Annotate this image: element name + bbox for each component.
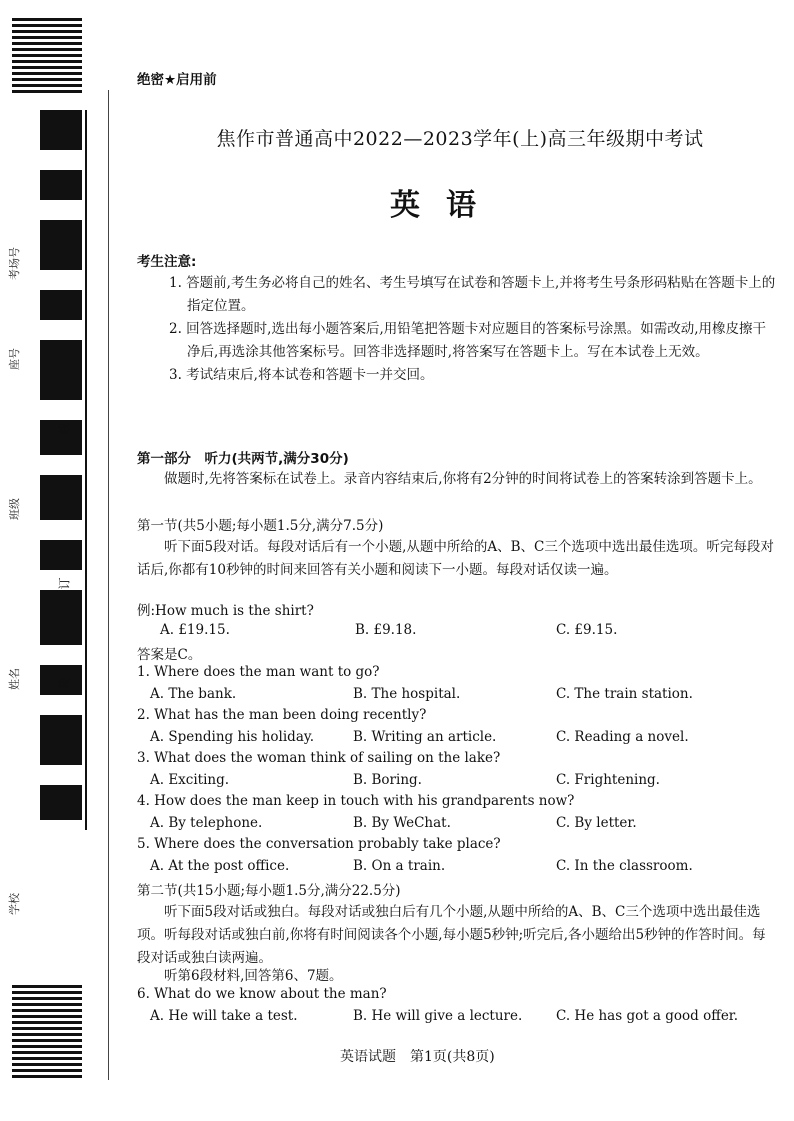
q4-option-a: A. By telephone.: [150, 815, 263, 831]
section2-material: 听第6段材料,回答第6、7题。: [164, 968, 343, 984]
q4-option-c: C. By letter.: [556, 815, 637, 831]
page-footer: 英语试题 第1页(共8页): [340, 1049, 495, 1065]
section1-instructions: 听下面5段对话。每段对话后有一个小题,从题中所给的A、B、C三个选项中选出最佳选项。听完每段对话后,你都有10秒钟的时间来回答有关小题和阅读下一小题。每段对话仅读一遍。: [137, 539, 774, 578]
example-option-c: C. £9.15.: [556, 622, 618, 638]
timing-marks: [40, 110, 82, 980]
q3-option-b: B. Boring.: [353, 772, 422, 788]
binding-line: [85, 110, 87, 830]
subject-title: 英语: [390, 188, 502, 223]
q2-option-a: A. Spending his holiday.: [150, 729, 314, 745]
field-school: 学校: [8, 893, 21, 915]
part1-heading: 第一部分 听力(共两节,满分30分): [137, 451, 349, 467]
binding-mark-bind: 装: [57, 677, 72, 690]
question-1: 1. Where does the man want to go?: [137, 664, 380, 680]
q1-option-a: A. The bank.: [150, 686, 237, 702]
q5-option-a: A. At the post office.: [150, 858, 290, 874]
notice-item: 3. 考试结束后,将本试卷和答题卡一并交回。: [169, 367, 434, 383]
example-question: 例:How much is the shirt?: [137, 603, 314, 619]
q5-option-c: C. In the classroom.: [556, 858, 693, 874]
q3-option-c: C. Frightening.: [556, 772, 660, 788]
notice-item: 1. 答题前,考生务必将自己的姓名、考生号填写在试卷和答题卡上,并将考生号条形码粘贴在答题卡上的指定位置。: [169, 275, 776, 314]
question-4: 4. How does the man keep in touch with his grandparents now?: [137, 793, 575, 809]
q6-option-c: C. He has got a good offer.: [556, 1008, 739, 1024]
question-3: 3. What does the woman think of sailing on the lake?: [137, 750, 501, 766]
part1-intro: 做题时,先将答案标在试卷上。录音内容结束后,你将有2分钟的时间将试卷上的答案转涂到答题卡上。: [164, 471, 762, 487]
question-6: 6. What do we know about the man?: [137, 986, 387, 1002]
field-name: 姓名: [8, 668, 21, 690]
barcode-bottom: [12, 985, 82, 1081]
q1-option-b: B. The hospital.: [353, 686, 461, 702]
question-2: 2. What has the man been doing recently?: [137, 707, 427, 723]
q2-option-c: C. Reading a novel.: [556, 729, 689, 745]
notice-item: 2. 回答选择题时,选出每小题答案后,用铅笔把答题卡对应题目的答案标号涂黑。如需改动,用橡皮擦干净后,再选涂其他答案标号。回答非选择题时,将答案写在答题卡上。写在本试卷上无效。: [169, 321, 767, 360]
example-answer: 答案是C。: [137, 647, 202, 663]
binding-strip: [0, 0, 120, 1121]
q6-option-b: B. He will give a lecture.: [353, 1008, 523, 1024]
section2-instructions: 听下面5段对话或独白。每段对话或独白后有几个小题,从题中所给的A、B、C三个选项中选出最佳选项。听每段对话或独白前,你将有时间阅读各个小题,每小题5秒钟;听完后,各小题给出5秒钟的作答时间。每段对话或独白读两遍。: [137, 904, 766, 966]
section1-heading: 第一节(共5小题;每小题1.5分,满分7.5分): [137, 518, 384, 534]
field-exam-room: 考场号: [8, 247, 21, 280]
q5-option-b: B. On a train.: [353, 858, 446, 874]
confidential-label: 绝密★启用前: [137, 72, 217, 88]
barcode-top: [12, 18, 82, 96]
binding-mark-line: 线: [57, 422, 72, 435]
exam-title: 焦作市普通高中2022—2023学年(上)高三年级期中考试: [216, 128, 704, 150]
question-5: 5. Where does the conversation probably take place?: [137, 836, 501, 852]
notice-heading: 考生注意:: [137, 254, 197, 270]
margin-rule: [108, 90, 109, 1080]
field-class: 班级: [8, 498, 21, 520]
q1-option-c: C. The train station.: [556, 686, 693, 702]
example-option-a: A. £19.15.: [160, 622, 230, 638]
q4-option-b: B. By WeChat.: [353, 815, 451, 831]
section2-heading: 第二节(共15小题;每小题1.5分,满分22.5分): [137, 883, 401, 899]
q6-option-a: A. He will take a test.: [150, 1008, 298, 1024]
q2-option-b: B. Writing an article.: [353, 729, 497, 745]
q3-option-a: A. Exciting.: [150, 772, 230, 788]
notice-list: [137, 272, 779, 387]
binding-mark-order: 订: [57, 577, 72, 590]
example-option-b: B. £9.18.: [355, 622, 417, 638]
field-seat: 座号: [8, 348, 21, 370]
